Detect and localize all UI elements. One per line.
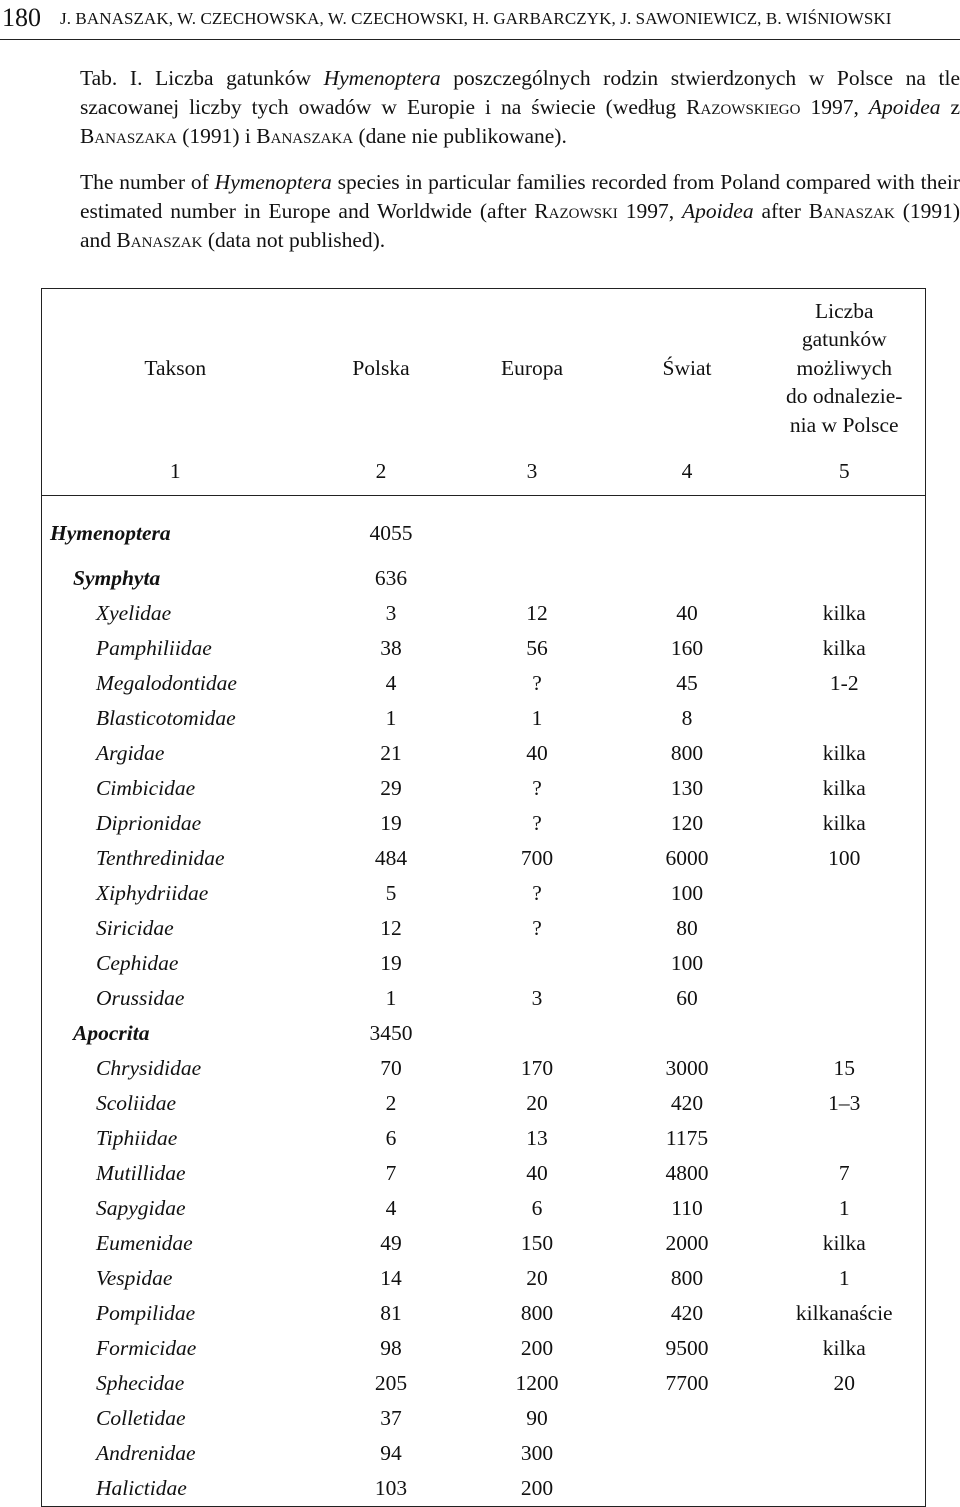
header-europa: Europa (454, 289, 611, 448)
cell-swiat (611, 1401, 764, 1436)
cell-swiat: 160 (611, 631, 764, 666)
cell-mozliwe: kilka (764, 1331, 926, 1366)
cell-polska: 103 (309, 1471, 454, 1507)
cell-polska: 4 (309, 1191, 454, 1226)
cell-polska: 94 (309, 1436, 454, 1471)
taxon-name: Megalodontidae (42, 666, 309, 701)
taxon-name: Orussidae (42, 981, 309, 1016)
caption-pl-part: z (951, 95, 960, 119)
caption-en-part: The number of (80, 170, 209, 194)
table-row (42, 561, 926, 596)
caption-en-author: Banaszak (116, 228, 202, 252)
table-caption-english (0, 168, 960, 255)
caption-pl-author: Razowskiego (686, 95, 800, 119)
taxon-name: Vespidae (42, 1261, 309, 1296)
cell-mozliwe: kilka (764, 1226, 926, 1261)
cell-swiat: 3000 (611, 1051, 764, 1086)
cell-europa: ? (454, 771, 611, 806)
taxon-name: Halictidae (42, 1471, 309, 1507)
table-row (42, 1366, 926, 1401)
caption-en-part: after (762, 199, 801, 223)
caption-pl-taxon: Hymenoptera (324, 66, 441, 90)
cell-swiat: 1175 (611, 1121, 764, 1156)
cell-mozliwe: kilkanaście (764, 1296, 926, 1331)
cell-europa (454, 1016, 611, 1051)
cell-mozliwe (764, 981, 926, 1016)
cell-mozliwe: kilka (764, 736, 926, 771)
header-liczba-line: nia w Polsce (790, 413, 899, 437)
table-row (42, 841, 926, 876)
cell-polska: 98 (309, 1331, 454, 1366)
cell-polska: 21 (309, 736, 454, 771)
cell-swiat: 8 (611, 701, 764, 736)
cell-mozliwe: kilka (764, 771, 926, 806)
taxon-name: Scoliidae (42, 1086, 309, 1121)
taxon-name: Xyelidae (42, 596, 309, 631)
cell-europa: 300 (454, 1436, 611, 1471)
caption-pl-author: Banaszaka (256, 124, 353, 148)
table-row (42, 771, 926, 806)
cell-europa: 13 (454, 1121, 611, 1156)
cell-europa: 20 (454, 1261, 611, 1296)
table-row (42, 666, 926, 701)
taxon-name: Symphyta (42, 561, 309, 596)
cell-europa: 700 (454, 841, 611, 876)
taxon-name: Siricidae (42, 911, 309, 946)
cell-mozliwe (764, 1121, 926, 1156)
column-number-row (42, 447, 926, 496)
table-row (42, 631, 926, 666)
cell-swiat: 9500 (611, 1331, 764, 1366)
caption-pl-part: poszczególnych rodzin stwierdzonych w Polsce na tle szacowanej liczby tych owadów w Europie i na świecie (według (80, 66, 960, 119)
taxon-name: Blasticotomidae (42, 701, 309, 736)
header-liczba-line: Liczba (815, 299, 874, 323)
cell-swiat: 100 (611, 946, 764, 981)
cell-swiat: 40 (611, 596, 764, 631)
cell-europa: 40 (454, 736, 611, 771)
header-liczba-gatunkow (764, 289, 926, 448)
taxon-name: Chrysididae (42, 1051, 309, 1086)
cell-polska: 38 (309, 631, 454, 666)
cell-mozliwe: 1–3 (764, 1086, 926, 1121)
table-row (42, 1191, 926, 1226)
cell-polska: 12 (309, 911, 454, 946)
taxon-name: Andrenidae (42, 1436, 309, 1471)
table-row (42, 1436, 926, 1471)
table-row (42, 1331, 926, 1366)
cell-mozliwe: kilka (764, 631, 926, 666)
cell-swiat: 4800 (611, 1156, 764, 1191)
taxon-name: Apocrita (42, 1016, 309, 1051)
cell-polska: 3450 (309, 1016, 454, 1051)
caption-en-author: Banaszak (809, 199, 895, 223)
column-number: 3 (454, 447, 611, 496)
cell-polska: 3 (309, 596, 454, 631)
table-row (42, 596, 926, 631)
cell-swiat (611, 1016, 764, 1051)
caption-pl-author: Banaszaka (80, 124, 177, 148)
cell-europa: ? (454, 911, 611, 946)
cell-mozliwe: 20 (764, 1366, 926, 1401)
cell-polska: 4 (309, 666, 454, 701)
cell-swiat: 45 (611, 666, 764, 701)
column-number: 2 (309, 447, 454, 496)
cell-europa: ? (454, 806, 611, 841)
cell-europa: ? (454, 876, 611, 911)
cell-europa: 1200 (454, 1366, 611, 1401)
cell-polska: 205 (309, 1366, 454, 1401)
caption-en-author: Razowski (534, 199, 618, 223)
cell-swiat: 800 (611, 736, 764, 771)
table-row (42, 806, 926, 841)
header-liczba-line: możliwych (796, 356, 892, 380)
cell-mozliwe: 1 (764, 1191, 926, 1226)
cell-swiat: 800 (611, 1261, 764, 1296)
table-row (42, 496, 926, 562)
table-row (42, 701, 926, 736)
cell-polska: 6 (309, 1121, 454, 1156)
taxon-name: Cephidae (42, 946, 309, 981)
taxon-name: Tiphiidae (42, 1121, 309, 1156)
cell-polska: 29 (309, 771, 454, 806)
cell-europa (454, 946, 611, 981)
column-number: 1 (42, 447, 309, 496)
cell-polska: 5 (309, 876, 454, 911)
species-table (41, 288, 926, 1507)
cell-swiat: 420 (611, 1296, 764, 1331)
cell-europa: 150 (454, 1226, 611, 1261)
cell-polska: 14 (309, 1261, 454, 1296)
taxon-name: Colletidae (42, 1401, 309, 1436)
taxon-name: Xiphydriidae (42, 876, 309, 911)
running-header (0, 0, 960, 40)
caption-en-taxon: Apoidea (682, 199, 754, 223)
cell-swiat: 130 (611, 771, 764, 806)
cell-mozliwe: 100 (764, 841, 926, 876)
table-row (42, 981, 926, 1016)
cell-mozliwe (764, 496, 926, 562)
cell-swiat (611, 496, 764, 562)
header-liczba-line: gatunków (802, 327, 887, 351)
table-row (42, 1401, 926, 1436)
cell-polska: 70 (309, 1051, 454, 1086)
cell-europa: 170 (454, 1051, 611, 1086)
taxon-name: Diprionidae (42, 806, 309, 841)
caption-pl-part: (1991) i (182, 124, 251, 148)
cell-europa: 200 (454, 1331, 611, 1366)
cell-mozliwe: 1-2 (764, 666, 926, 701)
caption-en-taxon: Hymenoptera (215, 170, 332, 194)
caption-en-part: (data not published). (208, 228, 385, 252)
cell-swiat: 2000 (611, 1226, 764, 1261)
cell-europa: 200 (454, 1471, 611, 1507)
cell-swiat: 80 (611, 911, 764, 946)
table-row (42, 911, 926, 946)
cell-europa: 3 (454, 981, 611, 1016)
table-header-row (42, 289, 926, 448)
caption-en-part: species in particular families recorded from Poland compared with their estimated number in Europe and Worldwide (after (80, 170, 960, 223)
cell-polska: 1 (309, 701, 454, 736)
taxon-name: Argidae (42, 736, 309, 771)
taxon-name: Sapygidae (42, 1191, 309, 1226)
cell-polska: 1 (309, 981, 454, 1016)
cell-polska: 636 (309, 561, 454, 596)
caption-pl-part: Liczba gatunków (155, 66, 311, 90)
header-swiat: Świat (611, 289, 764, 448)
cell-europa: 40 (454, 1156, 611, 1191)
running-authors: J. BANASZAK, W. CZECHOWSKA, W. CZECHOWSKI, H. GARBARCZYK, J. SAWONIEWICZ, B. WIŚNIOWSKI (60, 4, 892, 34)
cell-mozliwe (764, 876, 926, 911)
cell-mozliwe (764, 561, 926, 596)
page-number: 180 (2, 0, 41, 36)
cell-europa: 800 (454, 1296, 611, 1331)
table-body (42, 496, 926, 1507)
taxon-name: Sphecidae (42, 1366, 309, 1401)
cell-mozliwe (764, 1016, 926, 1051)
cell-polska: 49 (309, 1226, 454, 1261)
caption-pl-part: 1997, (810, 95, 858, 119)
cell-mozliwe (764, 1401, 926, 1436)
cell-mozliwe: 15 (764, 1051, 926, 1086)
cell-europa: 6 (454, 1191, 611, 1226)
table-caption-polish (0, 64, 960, 151)
table-row (42, 1121, 926, 1156)
table-row (42, 1296, 926, 1331)
caption-english-text (0, 168, 960, 255)
cell-polska: 19 (309, 806, 454, 841)
cell-swiat (611, 561, 764, 596)
cell-europa: 20 (454, 1086, 611, 1121)
header-polska: Polska (309, 289, 454, 448)
cell-polska: 81 (309, 1296, 454, 1331)
cell-europa (454, 561, 611, 596)
table-row (42, 1086, 926, 1121)
column-number: 4 (611, 447, 764, 496)
taxon-name: Eumenidae (42, 1226, 309, 1261)
cell-swiat: 420 (611, 1086, 764, 1121)
taxon-name: Pamphiliidae (42, 631, 309, 666)
cell-polska: 4055 (309, 496, 454, 562)
cell-mozliwe: kilka (764, 596, 926, 631)
caption-en-part: 1997, (626, 199, 674, 223)
column-number: 5 (764, 447, 926, 496)
table-row (42, 946, 926, 981)
cell-polska: 19 (309, 946, 454, 981)
table-row (42, 1261, 926, 1296)
cell-swiat: 60 (611, 981, 764, 1016)
caption-table-label: Tab. I. (80, 66, 142, 90)
cell-europa (454, 496, 611, 562)
table-row (42, 1226, 926, 1261)
taxon-name: Pompilidae (42, 1296, 309, 1331)
cell-mozliwe (764, 911, 926, 946)
cell-polska: 37 (309, 1401, 454, 1436)
table-row (42, 876, 926, 911)
cell-europa: 90 (454, 1401, 611, 1436)
caption-pl-part: (dane nie publikowane). (358, 124, 566, 148)
table-row (42, 1051, 926, 1086)
cell-mozliwe: 1 (764, 1261, 926, 1296)
cell-europa: 56 (454, 631, 611, 666)
header-takson: Takson (42, 289, 309, 448)
cell-mozliwe (764, 946, 926, 981)
cell-europa: 1 (454, 701, 611, 736)
caption-polish-text (0, 64, 960, 151)
cell-swiat (611, 1436, 764, 1471)
cell-polska: 7 (309, 1156, 454, 1191)
taxon-name: Hymenoptera (42, 496, 309, 562)
cell-polska: 484 (309, 841, 454, 876)
cell-mozliwe: kilka (764, 806, 926, 841)
cell-swiat: 100 (611, 876, 764, 911)
cell-swiat: 110 (611, 1191, 764, 1226)
cell-swiat: 6000 (611, 841, 764, 876)
caption-pl-taxon: Apoidea (869, 95, 941, 119)
table-row (42, 736, 926, 771)
taxon-name: Mutillidae (42, 1156, 309, 1191)
cell-swiat: 120 (611, 806, 764, 841)
caption-en-part: (1991) and (80, 199, 960, 252)
cell-mozliwe (764, 1436, 926, 1471)
table-row (42, 1156, 926, 1191)
taxon-name: Cimbicidae (42, 771, 309, 806)
table-row (42, 1016, 926, 1051)
taxon-name: Formicidae (42, 1331, 309, 1366)
cell-polska: 2 (309, 1086, 454, 1121)
cell-europa: ? (454, 666, 611, 701)
taxon-name: Tenthredinidae (42, 841, 309, 876)
header-liczba-line: do odnalezie- (786, 384, 902, 408)
cell-mozliwe (764, 701, 926, 736)
cell-europa: 12 (454, 596, 611, 631)
cell-swiat: 7700 (611, 1366, 764, 1401)
cell-mozliwe: 7 (764, 1156, 926, 1191)
